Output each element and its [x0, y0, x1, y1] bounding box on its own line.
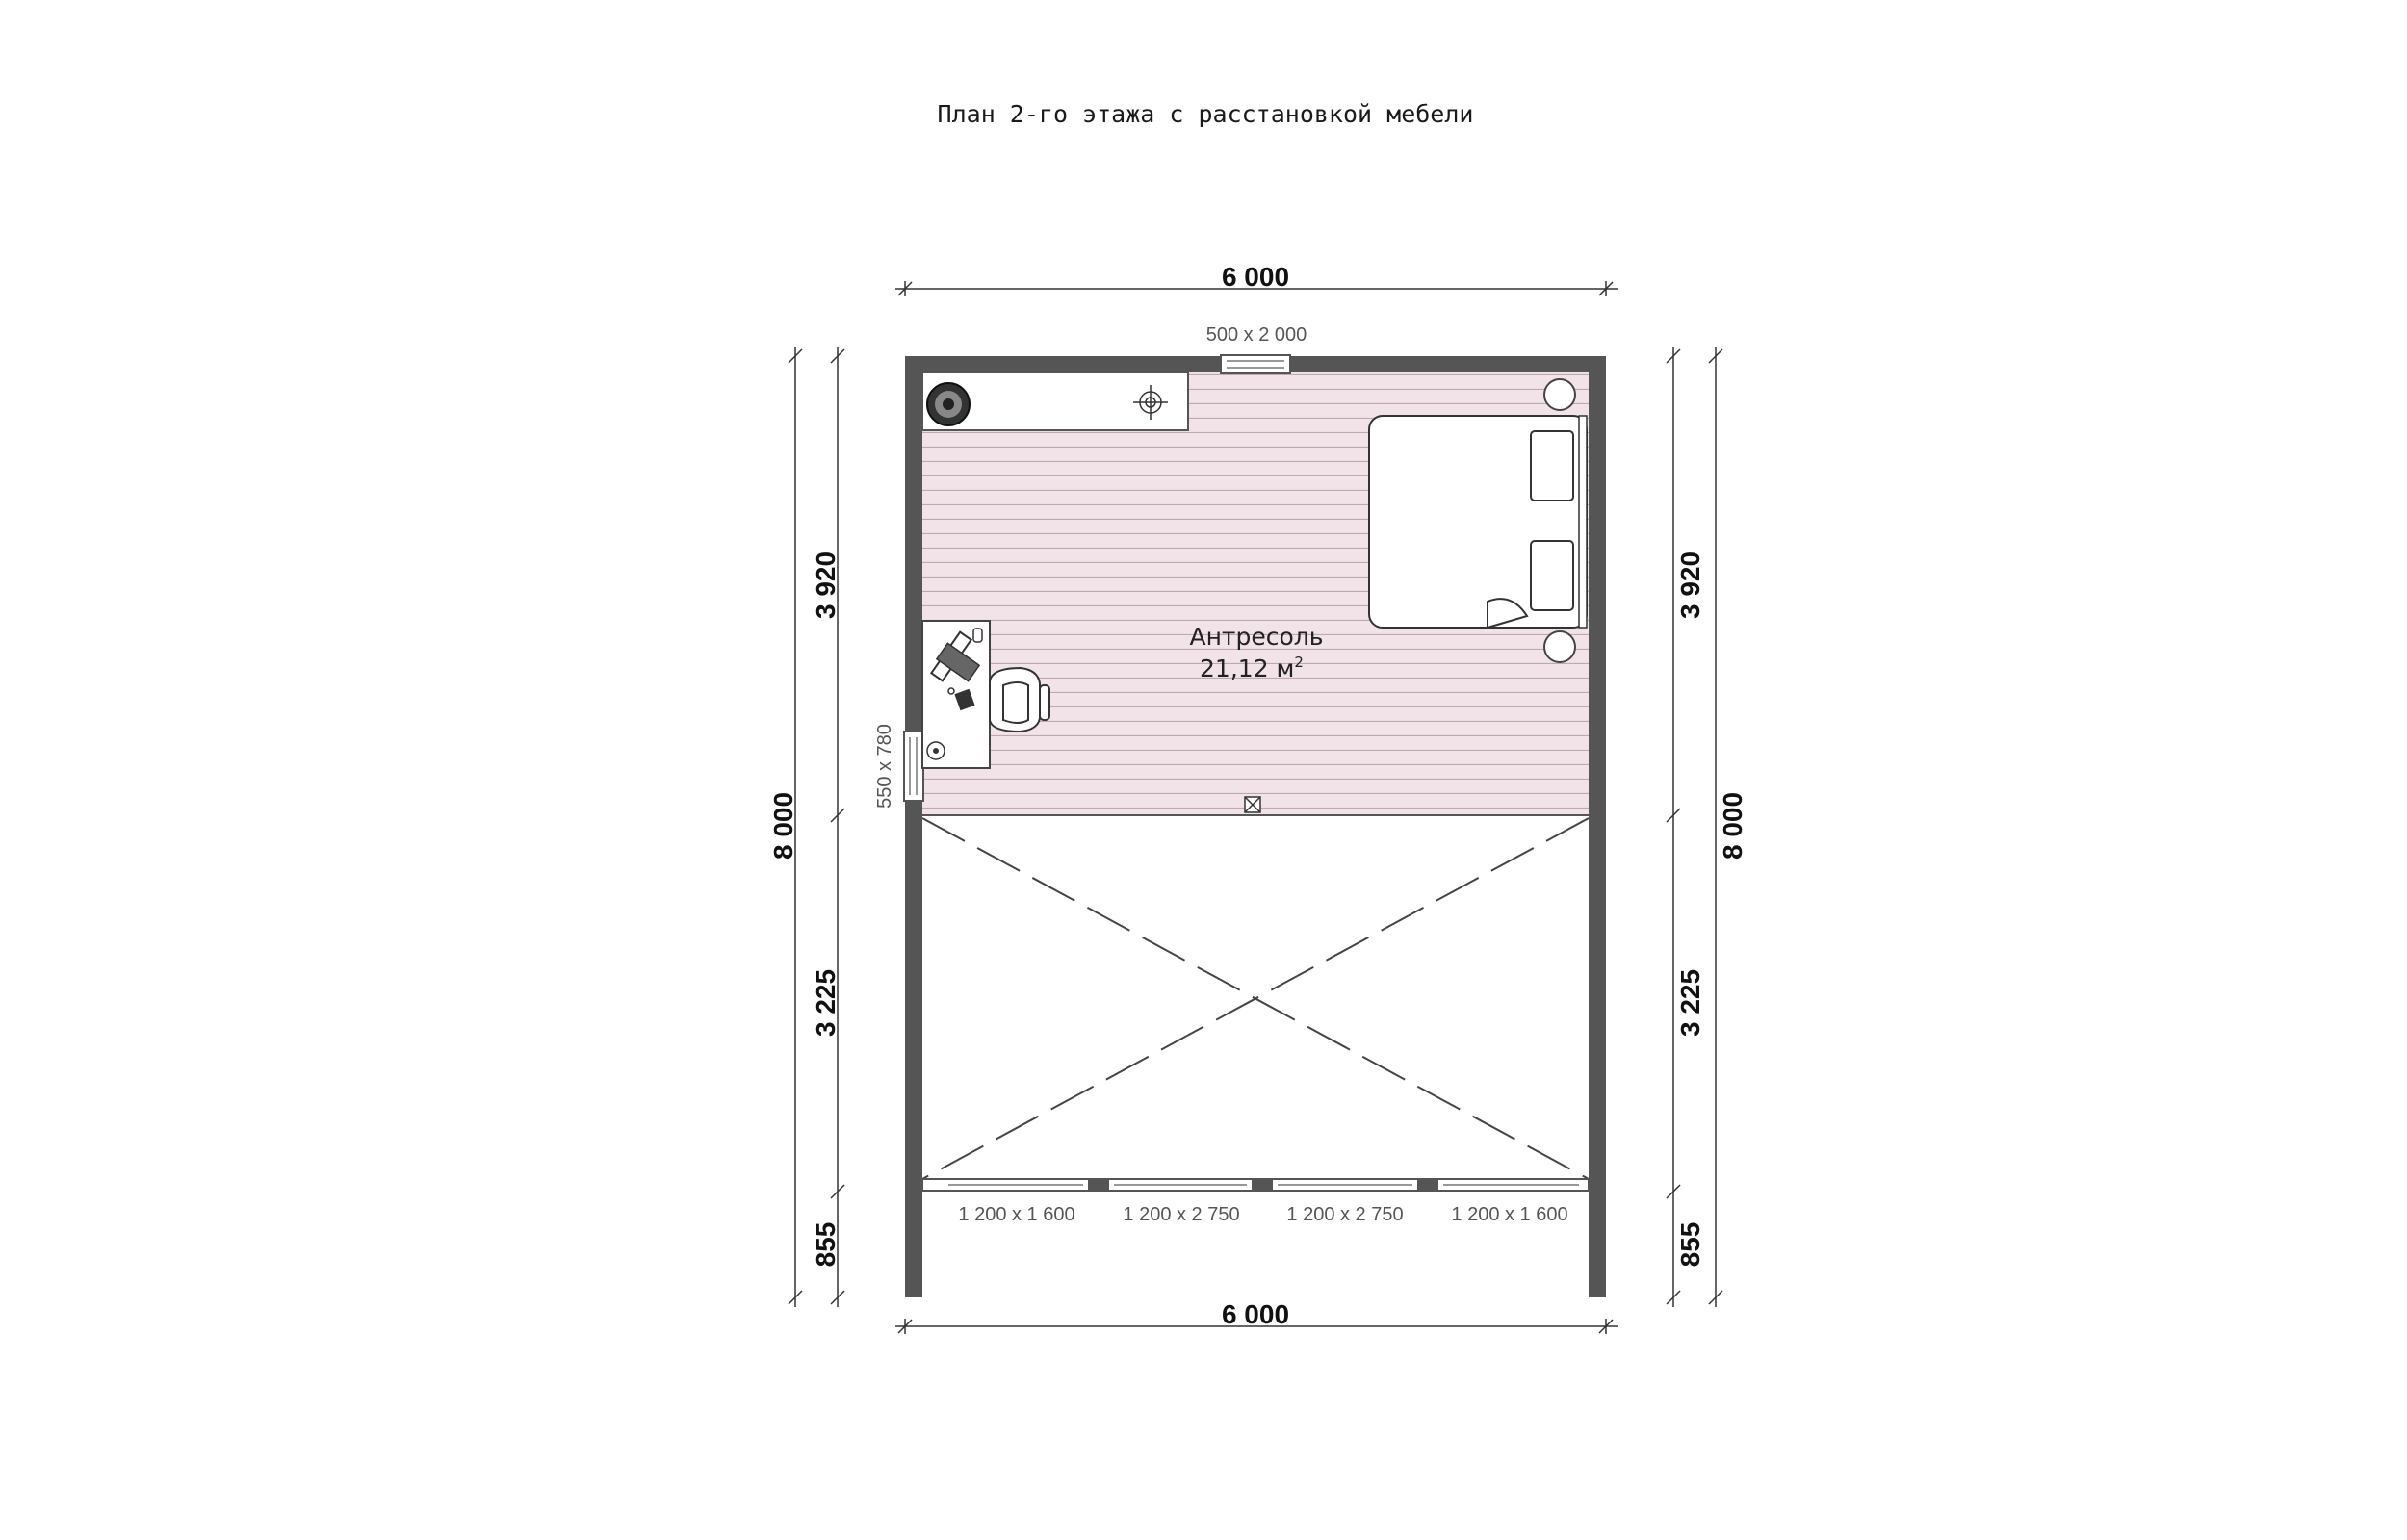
- room-name: Антресоль: [1189, 623, 1324, 651]
- dim-left-segment-3: 855: [811, 1221, 841, 1268]
- left-window-size: 550 x 780: [874, 724, 895, 808]
- bed: [1369, 379, 1587, 662]
- room-area: 21,12 $м^2$: [1200, 654, 1304, 682]
- nightstand-lamp-icon: [1544, 631, 1575, 662]
- bottom-window-size-4: 1 200 x 1 600: [1451, 1204, 1568, 1225]
- dim-left-segment-1: 3 920: [811, 551, 841, 620]
- bottom-window-size-2: 1 200 x 2 750: [1123, 1204, 1240, 1225]
- dim-left-total: 8 000: [768, 791, 798, 860]
- left-window: [904, 732, 923, 801]
- dim-top-width: 6 000: [1221, 262, 1290, 292]
- dim-right-total: 8 000: [1718, 791, 1747, 860]
- bottom-window-size-1: 1 200 x 1 600: [958, 1204, 1075, 1225]
- void-cross-lines: [922, 818, 1589, 1179]
- dim-bottom-width: 6 000: [1221, 1299, 1290, 1329]
- dim-right-segment-2: 3 225: [1675, 968, 1705, 1038]
- plan-title: План 2-го этажа с расстановкой мебели: [937, 100, 1474, 128]
- top-window-size: 500 x 2 000: [1205, 324, 1307, 346]
- vent-icon: [1245, 797, 1260, 812]
- dim-left-segment-2: 3 225: [811, 968, 841, 1038]
- dim-right-segment-3: 855: [1675, 1221, 1705, 1268]
- top-counter: [922, 372, 1188, 430]
- bottom-window-size-3: 1 200 x 2 750: [1286, 1204, 1404, 1225]
- nightstand-lamp-icon: [1544, 379, 1575, 410]
- dim-right-segment-1: 3 920: [1675, 551, 1705, 620]
- top-window: [1221, 355, 1290, 373]
